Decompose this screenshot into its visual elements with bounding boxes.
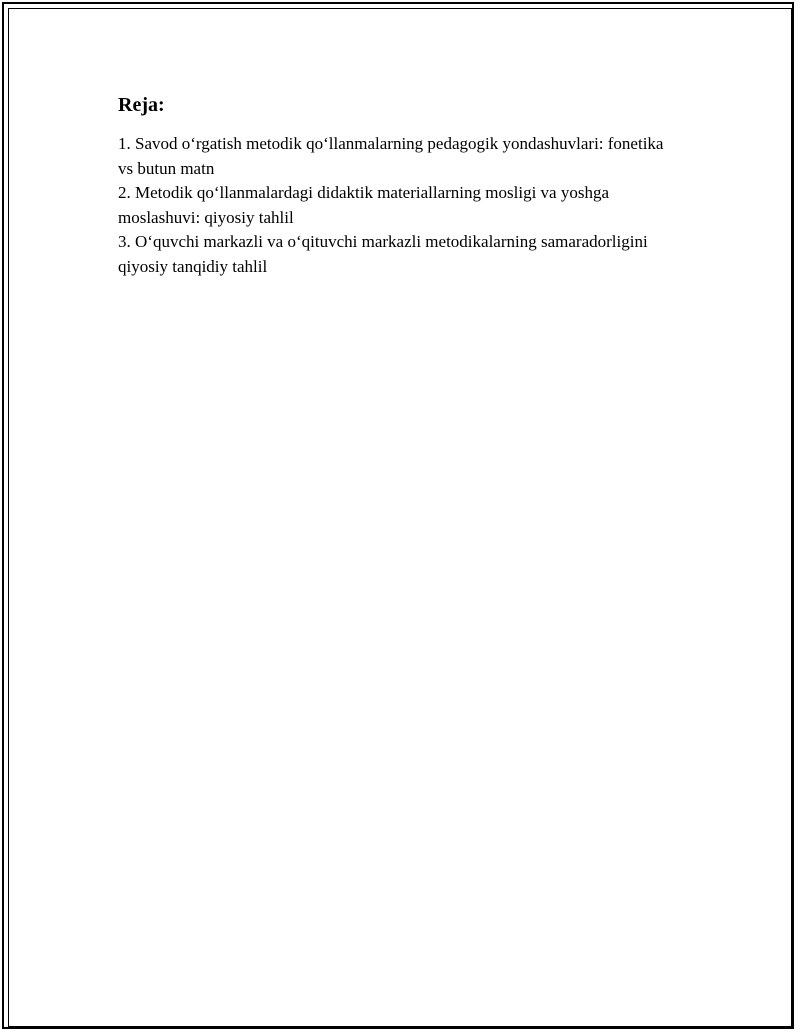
plan-item-2: 2. Metodik qo‘llanmalardagi didaktik materiallarning mosligi va yoshga moslashuvi: qiyosiy tahlil (118, 183, 609, 227)
plan-item-1: 1. Savod o‘rgatish metodik qo‘llanmalarning pedagogik yondashuvlari: fonetika vs butun matn (118, 134, 664, 178)
plan-heading: Reja: (118, 94, 165, 116)
plan-list (118, 132, 678, 279)
document-body (118, 92, 678, 279)
plan-item-3: 3. O‘quvchi markazli va o‘qituvchi markazli metodikalarning samaradorligini qiyosiy tanqidiy tahlil (118, 232, 648, 276)
